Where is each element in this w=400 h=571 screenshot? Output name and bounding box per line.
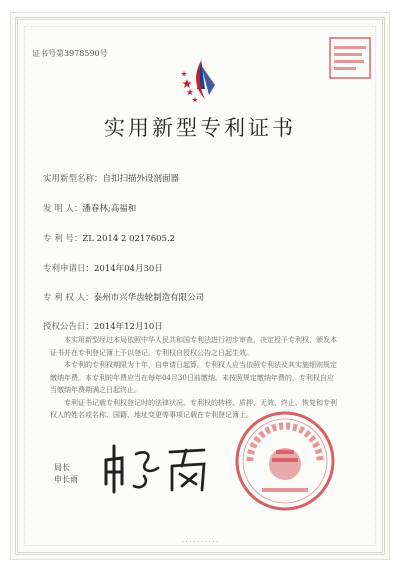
body-paragraph: 本实用新型经过本局依照中华人民共和国专利法进行初步审查，决定授予专利权，颁发本证书并在专利登记簿上予以登记。专利权自授权公告之日起生效。: [50, 336, 337, 357]
field-value: 自扣扫描外设剖面器: [102, 174, 180, 184]
field-row-patentee: [43, 291, 204, 303]
handwritten-signature: [100, 440, 220, 495]
field-label: 专利申请日：: [43, 264, 95, 274]
field-value: 2014年04月30日: [94, 264, 163, 274]
certificate-title: 实用新型专利证书: [104, 116, 296, 140]
field-label: 实用新型名称：: [43, 174, 103, 184]
footer-print-mark: · · · · · · · · · ·: [181, 539, 219, 546]
signatory-name: 申长雨: [54, 475, 78, 484]
field-row-grant-date: [43, 320, 163, 332]
field-value: 泰州市兴华齿轮制造有限公司: [93, 293, 205, 303]
field-row-utility-name: [43, 172, 179, 184]
field-row-filing-date: [43, 262, 163, 274]
certificate-number: 证书号第3978590号: [32, 49, 108, 58]
field-value: 2014年12月10日: [94, 322, 163, 332]
field-label: 专 利 号：: [43, 234, 83, 244]
body-paragraph: 专利证书记载专利权登记时的法律状况。专利权的转移、质押、无效、终止、恢复和专利权人的姓名或名称、国籍、地址变更等事项记载在专利登记簿上。: [50, 398, 337, 419]
field-row-inventor: [43, 202, 136, 214]
field-value: 潘春林;高福和: [82, 204, 137, 214]
field-label: 专 利 权 人：: [43, 293, 94, 303]
field-row-patent-number: [43, 232, 175, 244]
field-label: 授权公告日：: [43, 322, 95, 332]
body-paragraph: 本专利的专利权期限为十年，自申请日起算。专利权人应当依照专利法及其实施细则规定缴纳年费。本专利的年费应当在每年04月30日前缴纳。未按照规定缴纳年费的，专利权自应当缴纳年费期满之日起终止。: [50, 361, 337, 394]
field-label: 发 明 人：: [43, 204, 83, 214]
field-value: ZL 2014 2 0217605.2: [82, 234, 176, 244]
sipo-emblem-icon: [175, 55, 227, 107]
corner-seal-icon: [328, 36, 372, 80]
signatory-title: 局长: [54, 463, 70, 472]
national-ip-office-seal-icon: [232, 408, 338, 514]
